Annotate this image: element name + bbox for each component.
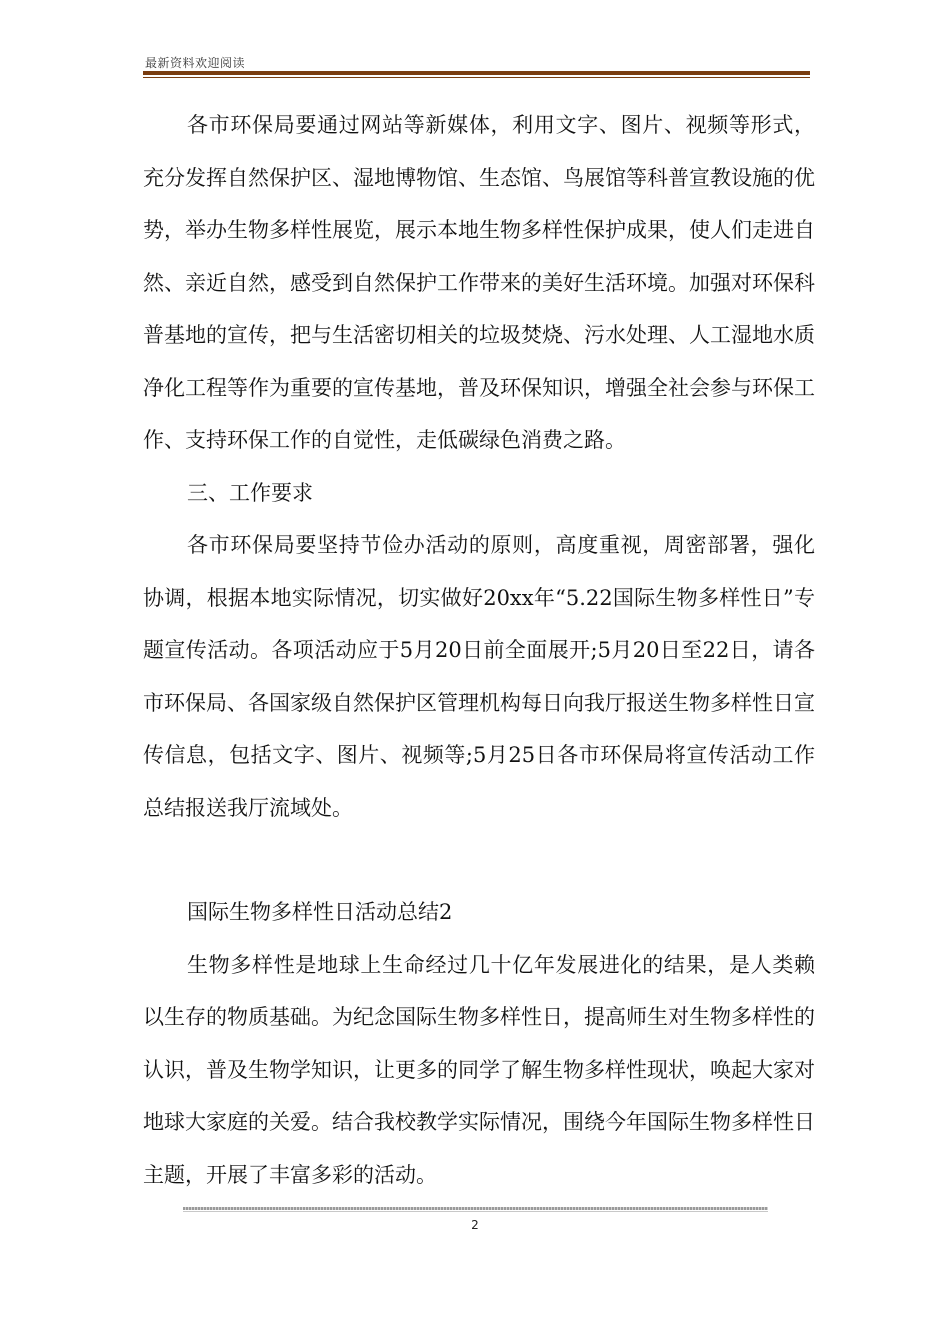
section-heading-work-requirements: 三、工作要求 xyxy=(187,480,313,505)
document-body xyxy=(143,99,815,1201)
paragraph-summary-intro: 生物多样性是地球上生命经过几十亿年发展进化的结果，是人类赖以生存的物质基础。为纪念国际生物多样性日，提高师生对生物多样性的认识，普及生物学知识，让更多的同学了解生物多样性现状，唤起大家对地球大家庭的关爱。结合我校教学实际情况，围绕今年国际生物多样性日主题，开展了丰富多彩的活动。 xyxy=(143,952,815,1187)
header-rule-thick xyxy=(143,71,810,75)
article-title: 国际生物多样性日活动总结2 xyxy=(187,900,453,924)
paragraph-work-requirements: 各市环保局要坚持节俭办活动的原则，高度重视，周密部署，强化协调，根据本地实际情况，切实做好20xx年“5.22国际生物多样性日”专题宣传活动。各项活动应于5月20日前全面展开;5月20日至22日，请各市环保局、各国家级自然保护区管理机构每日向我厅报送生物多样性日宣传信息，包括文字、图片、视频等;5月25日各市环保局将宣传活动工作总结报送我厅流域处。 xyxy=(143,533,815,820)
paragraph-gap xyxy=(143,834,815,886)
footer-rule-under xyxy=(183,1211,768,1212)
footer-rule xyxy=(183,1207,768,1210)
header-rule-thin xyxy=(143,77,810,78)
header-text: 最新资料欢迎阅读 xyxy=(145,56,246,70)
page-number: 2 xyxy=(471,1218,479,1232)
paragraph-promotion: 各市环保局要通过网站等新媒体，利用文字、图片、视频等形式，充分发挥自然保护区、湿地博物馆、生态馆、鸟展馆等科普宣教设施的优势，举办生物多样性展览，展示本地生物多样性保护成果，使人们走进自然、亲近自然，感受到自然保护工作带来的美好生活环境。加强对环保科普基地的宣传，把与生活密切相关的垃圾焚烧、污水处理、人工湿地水质净化工程等作为重要的宣传基地，普及环保知识，增强全社会参与环保工作、支持环保工作的自觉性，走低碳绿色消费之路。 xyxy=(143,113,815,452)
